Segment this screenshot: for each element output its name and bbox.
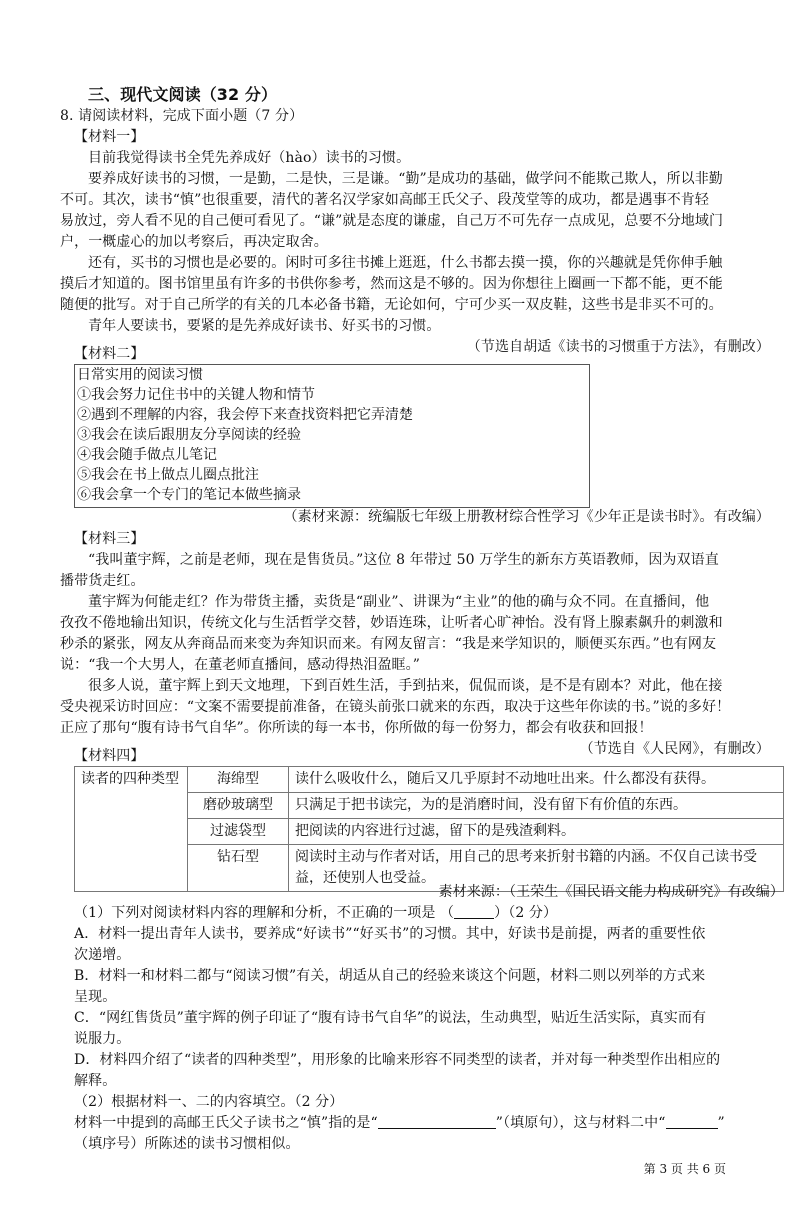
q2-text: ”（填原句），这与材料二中“	[495, 1115, 666, 1131]
option-d-cont: 解释。	[74, 1073, 117, 1089]
material-3-source: （节选自《人民网》，有删改）	[579, 741, 770, 757]
table-row	[75, 767, 784, 793]
material-3-para: 受央视采访时回应：“文案不需要提前准备，在镜头前张口就来的东西，取决于这些年你读的书。”说的多好！	[60, 699, 731, 715]
q1-answer-blank[interactable]	[454, 904, 494, 919]
q2-blank-number[interactable]	[666, 1114, 718, 1129]
option-c-cont: 说服力。	[74, 1031, 131, 1047]
material-1-para: 随便的批写。对于自己所学的有关的几本必备书籍，无论如何，宁可少买一双皮鞋，这些书是非买不可的。	[60, 297, 723, 313]
habit-item: ④我会随手做点儿笔记	[77, 447, 217, 463]
material-3-para: 播带货走红。	[60, 573, 145, 589]
material-1-para: 不可。其次，读书“慎”也很重要，清代的著名汉学家如高邮王氏父子、段茂堂等的成功，都是遇事不肯轻	[60, 192, 710, 208]
reader-type-cell: 海绵型	[188, 767, 289, 793]
q2-blank-sentence[interactable]	[378, 1114, 496, 1129]
q1-stem-text: （1）下列对阅读材料内容的理解和分析，不正确的一项是 （	[74, 905, 455, 921]
reader-type-cell: 钻石型	[188, 845, 289, 892]
page-number: 第 3 页 共 6 页	[643, 1162, 726, 1176]
material-1-source: （节选自胡适《读书的习惯重于方法》，有删改）	[466, 339, 770, 355]
habit-item: ⑤我会在书上做点儿圈点批注	[77, 467, 259, 483]
reader-desc-cell: 只满足于把书读完，为的是消磨时间，没有留下有价值的东西。	[289, 793, 784, 819]
question-8-stem: 8. 请阅读材料，完成下面小题（7 分）	[60, 108, 304, 124]
reader-type-cell: 过滤袋型	[188, 819, 289, 845]
material-1-label: 【材料一】	[74, 129, 145, 145]
option-a: A．材料一提出青年人读书，要养成“好读书”“好买书”的习惯。其中，好读书是前提，两者的重要性依	[74, 926, 706, 942]
reader-desc-cell: 把阅读的内容进行过滤，留下的是残渣剩料。	[289, 819, 784, 845]
reader-types-table	[74, 766, 784, 892]
material-1-para: 还有，买书的习惯也是必要的。闲时可多往书摊上逛逛，什么书都去摸一摸，你的兴趣就是凭你伸手触	[88, 255, 723, 271]
option-b: B．材料一和材料二都与“阅读习惯”有关，胡适从自己的经验来谈这个问题，材料二则以列举的方式来	[74, 968, 706, 984]
material-1-para: 目前我觉得读书全凭先养成好（hào）读书的习惯。	[88, 150, 411, 166]
option-a-cont: 次递增。	[74, 947, 131, 963]
material-3-para: 秒杀的紧张，网友从奔商品而来变为奔知识而来。有网友留言：“我是来学知识的，顺便买东西。”也有网友	[60, 636, 717, 652]
q1-stem	[74, 903, 557, 925]
habit-item: ⑥我会拿一个专门的笔记本做些摘录	[77, 487, 301, 503]
q2-fill-line-cont: （填序号）所陈述的读书习惯相似。	[74, 1136, 300, 1152]
material-1-para: 摸后才知道的。图书馆里虽有许多的书供你参考，然而这是不够的。因为你想往上圈画一下都不能，更不能	[60, 276, 723, 292]
material-2-box	[74, 364, 590, 508]
material-4-source: 素材来源：（王荣生《国民语文能力构成研究》有改编）	[438, 884, 784, 900]
q2-stem: （2）根据材料一、二的内容填空。（2 分）	[74, 1094, 344, 1110]
table-header-cell: 读者的四种类型	[75, 767, 188, 892]
material-3-para: 正应了那句“腹有诗书气自华”。你所读的每一本书，你所做的每一份努力，都会有收获和回报！	[60, 720, 653, 736]
material-1-para: 户，一概虚心的加以考察后，再决定取舍。	[60, 234, 328, 250]
option-b-cont: 呈现。	[74, 989, 117, 1005]
material-3-para: 说：“我一个大男人，在董老师直播间，感动得热泪盈眶。”	[60, 657, 421, 673]
habit-item: ①我会努力记住书中的关键人物和情节	[77, 387, 315, 403]
option-c: C．“网红售货员”董宇辉的例子印证了“腹有诗书气自华”的说法，生动典型，贴近生活实际，真实而有	[74, 1010, 707, 1026]
habit-list-title: 日常实用的阅读习惯	[77, 367, 203, 383]
material-1-para: 易放过，旁人看不见的自己便可看见了。“谦”就是态度的谦虚，自己万不可先存一点成见，总要不分地域门	[60, 213, 724, 229]
option-d: D．材料四介绍了“读者的四种类型”，用形象的比喻来形容不同类型的读者，并对每一种类型作出相应的	[74, 1052, 721, 1068]
q1-stem-score: ）（2 分）	[494, 905, 558, 921]
material-2-source: （素材来源：统编版七年级上册教材综合性学习《少年正是读书时》。有改编）	[283, 509, 770, 525]
material-1-para: 青年人要读书，要紧的是先养成好读书、好买书的习惯。	[88, 318, 441, 334]
material-4-label: 【材料四】	[74, 748, 145, 764]
section-title: 三、现代文阅读（32 分）	[88, 85, 278, 104]
material-3-para: 很多人说，董宇辉上到天文地理，下到百姓生活，手到拈来，侃侃而谈，是不是有剧本？对此，他在接	[88, 678, 723, 694]
reader-type-cell: 磨砂玻璃型	[188, 793, 289, 819]
q2-text: ”	[717, 1115, 725, 1131]
habit-item: ②遇到不理解的内容，我会停下来查找资料把它弄清楚	[77, 407, 413, 423]
habit-item: ③我会在读后跟朋友分享阅读的经验	[77, 427, 301, 443]
material-3-para: “我叫董宇辉，之前是老师，现在是售货员。”这位 8 年带过 50 万学生的新东方英语教师，因为双语直	[88, 552, 719, 568]
reader-desc-cell: 阅读时主动与作者对话，用自己的思考来折射书籍的内涵。不仅自己读书受益，还使别人也受益。	[289, 845, 784, 892]
q2-fill-line	[74, 1113, 725, 1135]
material-1-para: 要养成好读书的习惯，一是勤，二是快，三是谦。“勤”是成功的基础，做学问不能欺己欺人，所以非勤	[88, 171, 723, 187]
material-2-label: 【材料二】	[74, 346, 145, 362]
material-3-label: 【材料三】	[74, 531, 145, 547]
material-3-para: 董宇辉为何能走红？作为带货主播，卖货是“副业”、讲课为“主业”的他的确与众不同。在直播间，他	[88, 594, 710, 610]
material-3-para: 孜孜不倦地输出知识，传统文化与生活哲学交替，妙语连珠，让听者心旷神怡。没有肾上腺素飙升的刺激和	[60, 615, 723, 631]
q2-text: 材料一中提到的高邮王氏父子读书之“慎”指的是“	[74, 1115, 378, 1131]
reader-desc-cell: 读什么吸收什么，随后又几乎原封不动地吐出来。什么都没有获得。	[289, 767, 784, 793]
